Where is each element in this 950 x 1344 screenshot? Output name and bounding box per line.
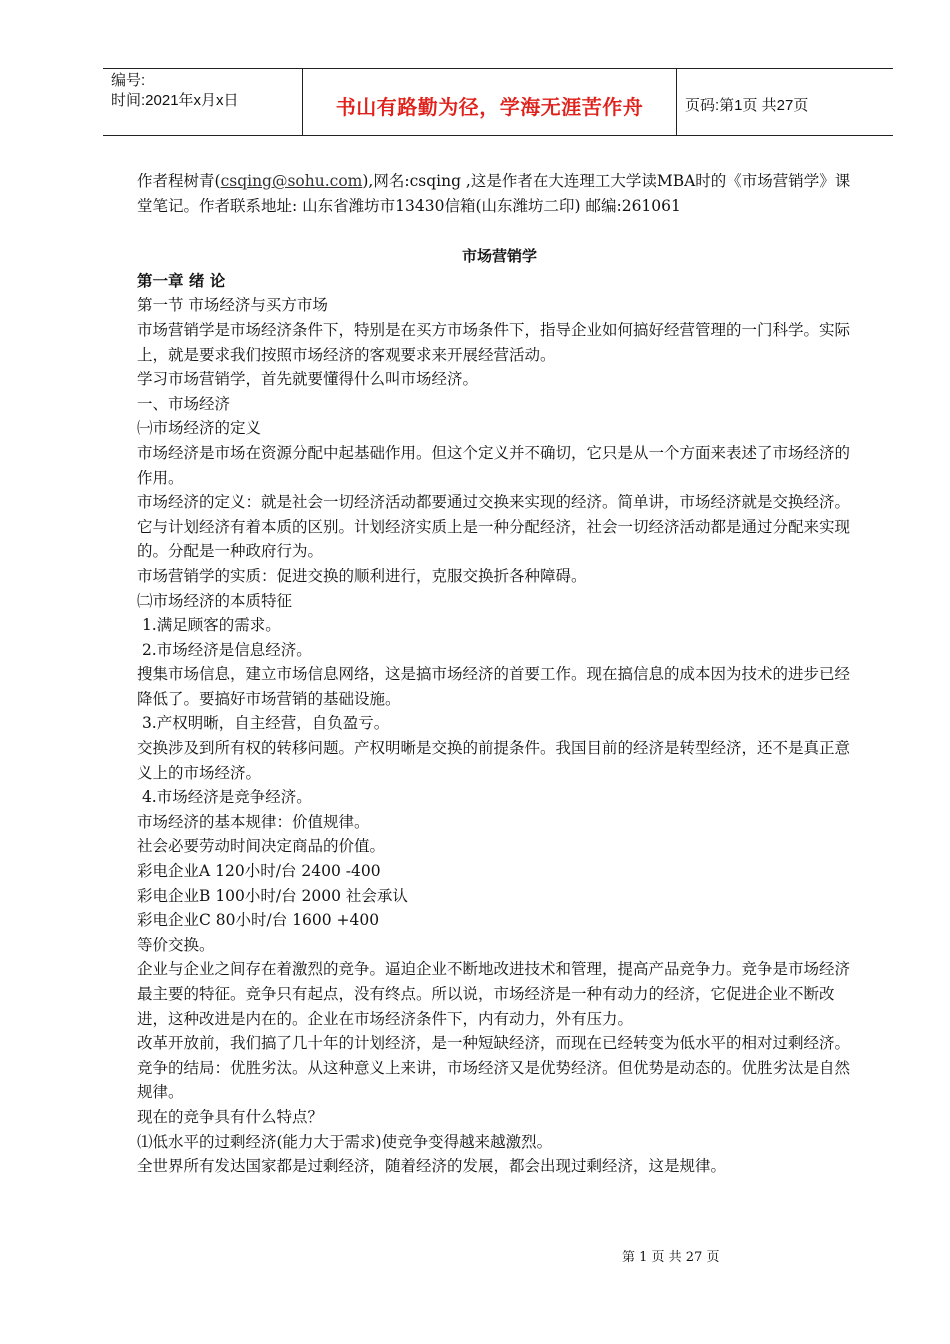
document-number-label: 编号:	[111, 72, 146, 89]
intro-after-email: ),网名:csqing ,这是作者在大连理工大学读MBA时的《市场营销学》课堂笔记。作者联系地址: 山东省潍坊市13430信箱(山东潍坊二印) 邮编:261061	[137, 172, 851, 215]
paragraph: 市场经济的定义：就是社会一切经济活动都要通过交换来实现的经济。简单讲，市场经济就是交换经济。	[137, 493, 851, 512]
header-page-label: 页码:第1页 共27页	[685, 96, 809, 114]
paragraph: 彩电企业A 120小时/台 2400 -400	[137, 862, 381, 881]
paragraph: 4.市场经济是竞争经济。	[137, 788, 312, 807]
paragraph: 全世界所有发达国家都是过剩经济，随着经济的发展，都会出现过剩经济，这是规律。	[137, 1157, 727, 1176]
paragraph: ⑴低水平的过剩经济(能力大于需求)使竞争变得越来越激烈。	[137, 1132, 553, 1151]
paragraph: 一、市场经济	[137, 394, 231, 413]
paragraph: 2.市场经济是信息经济。	[137, 640, 312, 659]
paragraph: 学习市场营销学，首先就要懂得什么叫市场经济。	[137, 370, 479, 389]
chapter-heading: 第一章 绪 论	[137, 271, 226, 290]
paragraph: 3.产权明晰，自主经营，自负盈亏。	[137, 714, 390, 733]
paragraph: 改革开放前，我们搞了几十年的计划经济，是一种短缺经济，而现在已经转变为低水平的相对过剩经济。	[137, 1034, 851, 1053]
paragraph: 彩电企业C 80小时/台 1600 +400	[137, 911, 380, 930]
paragraph: 彩电企业B 100小时/台 2000 社会承认	[137, 886, 408, 905]
paragraph: ㈡市场经济的本质特征	[137, 591, 293, 610]
header-motto-cell	[303, 69, 677, 135]
paragraph: 搜集市场信息，建立市场信息网络，这是搞市场经济的首要工作。现在搞信息的成本因为技术的进步已经降低了。要搞好市场营销的基础设施。	[137, 665, 851, 708]
header-page-cell	[677, 69, 893, 135]
paragraph-list	[137, 293, 862, 1178]
document-body	[137, 169, 862, 1179]
paragraph: 第一节 市场经济与买方市场	[137, 296, 328, 315]
document-time-label: 时间:2021年x月x日	[111, 92, 239, 109]
paragraph: 社会必要劳动时间决定商品的价值。	[137, 837, 386, 856]
paragraph: 交换涉及到所有权的转移问题。产权明晰是交换的前提条件。我国目前的经济是转型经济，还不是真正意义上的市场经济。	[137, 739, 851, 782]
header-table	[103, 68, 893, 136]
paragraph: 1.满足顾客的需求。	[137, 616, 281, 635]
paragraph: 市场营销学是市场经济条件下，特别是在买方市场条件下，指导企业如何搞好经营管理的一门科学。实际上，就是要求我们按照市场经济的客观要求来开展经营活动。	[137, 320, 851, 364]
header-meta-cell	[103, 69, 303, 135]
paragraph: 竞争的结局：优胜劣汰。从这种意义上来讲，市场经济又是优势经济。但优势是动态的。优胜劣汰是自然规律。	[137, 1058, 851, 1102]
paragraph: 市场经济的基本规律：价值规律。	[137, 812, 370, 831]
intro-before-email: 作者程树青(	[137, 172, 221, 190]
paragraph: 它与计划经济有着本质的区别。计划经济实质上是一种分配经济，社会一切经济活动都是通过分配来实现的。分配是一种政府行为。	[137, 517, 851, 561]
document-title: 市场营销学	[461, 247, 537, 266]
paragraph: 市场经济是市场在资源分配中起基础作用。但这个定义并不确切，它只是从一个方面来表述了市场经济的作用。	[137, 443, 851, 487]
paragraph: 现在的竞争具有什么特点？	[137, 1107, 324, 1126]
paragraph: 企业与企业之间存在着激烈的竞争。逼迫企业不断地改进技术和管理，提高产品竞争力。竞争是市场经济最主要的特征。竞争只有起点，没有终点。所以说，市场经济是一种有动力的经济，它促进企业不断改进，这种改进是内在的。企业在市场经济条件下，内有动力，外有压力。	[137, 960, 851, 1028]
header-motto: 书山有路勤为径，学海无涯苦作舟	[335, 94, 644, 119]
paragraph: 等价交换。	[137, 935, 215, 954]
paragraph: 市场营销学的实质：促进交换的顺利进行，克服交换折各种障碍。	[137, 566, 587, 585]
author-intro	[137, 169, 862, 218]
author-email-link[interactable]: csqing@sohu.com	[220, 172, 363, 190]
page-footer: 第 1 页 共 27 页	[622, 1250, 720, 1265]
paragraph: ㈠市场经济的定义	[137, 419, 262, 438]
